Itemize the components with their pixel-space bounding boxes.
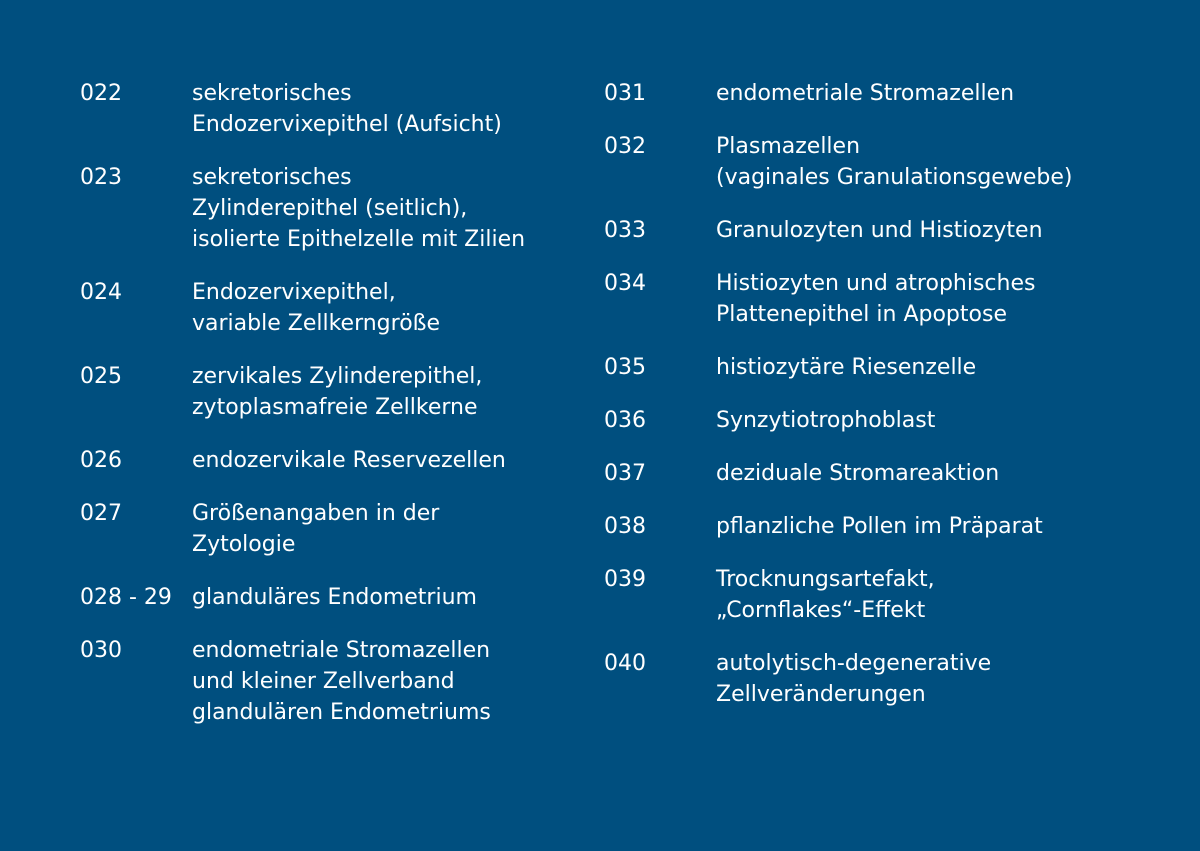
- index-entry: [604, 458, 1124, 489]
- entry-description: Plasmazellen (vaginales Granulationsgewebe): [716, 134, 1073, 190]
- index-entry: [80, 277, 550, 339]
- index-entry: [604, 352, 1124, 383]
- entry-number: 023: [80, 165, 122, 190]
- index-entry: [604, 564, 1124, 626]
- index-entry: [80, 162, 550, 255]
- entry-description: sekretorisches Endozervixepithel (Aufsicht): [192, 81, 502, 137]
- entry-description: glanduläres Endometrium: [192, 585, 477, 610]
- entry-description: endometriale Stromazellen und kleiner Zellverband glandulären Endometriums: [192, 638, 491, 725]
- entry-description: Granulozyten und Histiozyten: [716, 218, 1043, 243]
- entry-description: pflanzliche Pollen im Präparat: [716, 514, 1043, 539]
- entry-description: deziduale Stromareaktion: [716, 461, 1000, 486]
- entry-description: Größenangaben in der Zytologie: [192, 501, 440, 557]
- index-entry: [604, 511, 1124, 542]
- index-entry: [80, 78, 550, 140]
- index-entry: [80, 635, 550, 728]
- index-entry: [604, 268, 1124, 330]
- entry-description: sekretorisches Zylinderepithel (seitlich), isolierte Epithelzelle mit Zilien: [192, 165, 526, 252]
- entry-number: 028 - 29: [80, 585, 172, 610]
- index-entry: [604, 215, 1124, 246]
- entry-number: 036: [604, 408, 646, 433]
- entry-number: 038: [604, 514, 646, 539]
- entry-number: 022: [80, 81, 122, 106]
- entry-number: 039: [604, 567, 646, 592]
- entry-description: Histiozyten und atrophisches Plattenepithel in Apoptose: [716, 271, 1036, 327]
- index-entry: [80, 361, 550, 423]
- entry-description: histiozytäre Riesenzelle: [716, 355, 977, 380]
- entry-number: 037: [604, 461, 646, 486]
- entry-number: 030: [80, 638, 122, 663]
- index-entry: [80, 445, 550, 476]
- entry-number: 026: [80, 448, 122, 473]
- entry-description: endozervikale Reservezellen: [192, 448, 506, 473]
- entry-description: endometriale Stromazellen: [716, 81, 1015, 106]
- index-entry: [604, 648, 1124, 710]
- entry-number: 033: [604, 218, 646, 243]
- entry-number: 024: [80, 280, 122, 305]
- entry-number: 040: [604, 651, 646, 676]
- entry-number: 031: [604, 81, 646, 106]
- left-column: [80, 78, 550, 750]
- entry-description: zervikales Zylinderepithel, zytoplasmafreie Zellkerne: [192, 364, 483, 420]
- entry-number: 034: [604, 271, 646, 296]
- right-column: [604, 78, 1124, 732]
- entry-number: 032: [604, 134, 646, 159]
- entry-number: 025: [80, 364, 122, 389]
- index-entry: [80, 498, 550, 560]
- entry-description: Endozervixepithel, variable Zellkerngröße: [192, 280, 441, 336]
- entry-description: Trocknungsartefakt, „Cornflakes“-Effekt: [716, 567, 935, 623]
- index-entry: [604, 131, 1124, 193]
- entry-description: Synzytiotrophoblast: [716, 408, 936, 433]
- entry-number: 027: [80, 501, 122, 526]
- entry-number: 035: [604, 355, 646, 380]
- entry-description: autolytisch-degenerative Zellveränderungen: [716, 651, 992, 707]
- index-entry: [604, 405, 1124, 436]
- index-entry: [80, 582, 550, 613]
- index-entry: [604, 78, 1124, 109]
